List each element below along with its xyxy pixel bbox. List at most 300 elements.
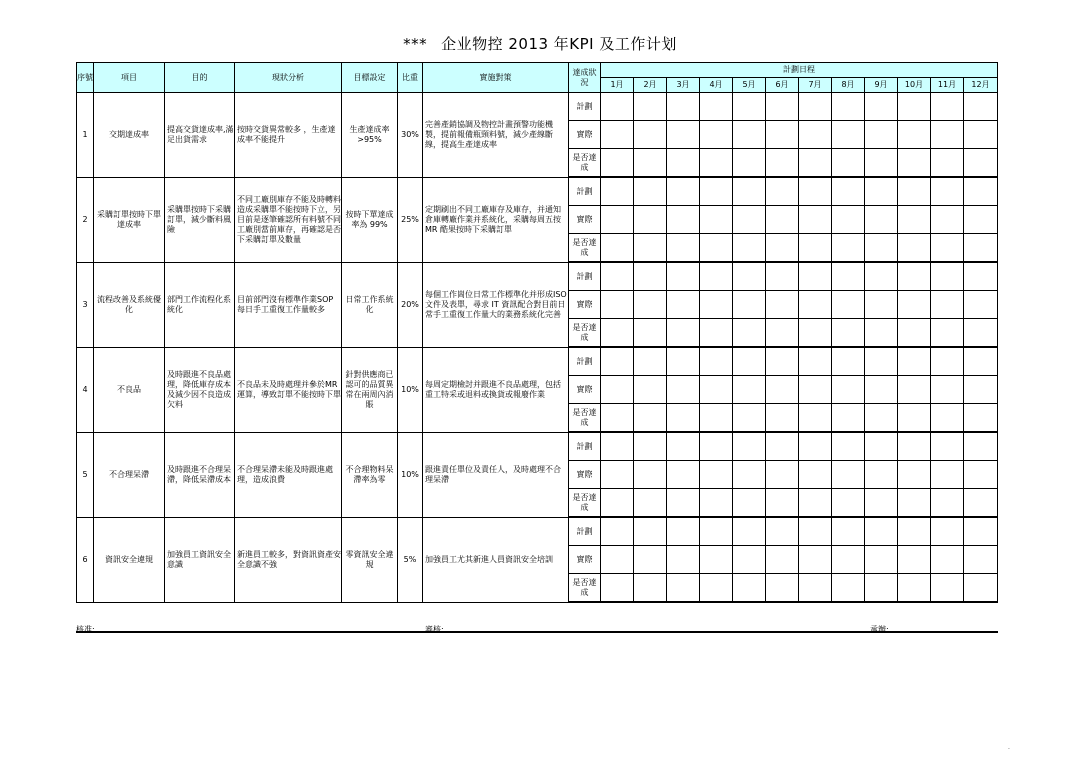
schedule-cell[interactable] <box>832 574 865 603</box>
schedule-cell[interactable] <box>634 574 667 603</box>
schedule-cell[interactable] <box>799 177 832 206</box>
schedule-cell[interactable] <box>766 432 799 461</box>
schedule-cell[interactable] <box>832 376 865 404</box>
schedule-cell[interactable] <box>733 121 766 149</box>
schedule-cell[interactable] <box>733 461 766 489</box>
schedule-cell[interactable] <box>931 489 964 518</box>
schedule-cell[interactable] <box>601 347 634 376</box>
schedule-cell[interactable] <box>964 121 998 149</box>
row-number: 5 <box>77 432 94 517</box>
schedule-cell[interactable] <box>832 319 865 348</box>
schedule-cell[interactable] <box>667 93 700 121</box>
schedule-cell[interactable] <box>700 432 733 461</box>
schedule-cell[interactable] <box>766 262 799 291</box>
schedule-cell[interactable] <box>667 291 700 319</box>
schedule-cell[interactable] <box>964 206 998 234</box>
schedule-cell[interactable] <box>700 404 733 433</box>
schedule-cell[interactable] <box>832 262 865 291</box>
schedule-cell[interactable] <box>634 319 667 348</box>
schedule-cell[interactable] <box>964 574 998 603</box>
schedule-cell[interactable] <box>601 546 634 574</box>
schedule-cell[interactable] <box>832 206 865 234</box>
row-item: 采購訂單按時下單達成率 <box>94 177 165 262</box>
row-weight: 5% <box>398 517 423 602</box>
schedule-cell[interactable] <box>832 461 865 489</box>
schedule-cell[interactable] <box>667 121 700 149</box>
footer-handler: 承辦: <box>870 625 889 634</box>
schedule-cell[interactable] <box>667 546 700 574</box>
schedule-cell[interactable] <box>865 177 898 206</box>
row-item: 資訊安全違規 <box>94 517 165 602</box>
schedule-cell[interactable] <box>931 517 964 546</box>
schedule-cell[interactable] <box>700 347 733 376</box>
schedule-cell[interactable] <box>832 546 865 574</box>
schedule-cell[interactable] <box>964 149 998 178</box>
row-analysis: 不合理呆滯未能及時跟進處理，造成浪費 <box>235 432 342 517</box>
schedule-cell[interactable] <box>799 319 832 348</box>
schedule-cell[interactable] <box>634 149 667 178</box>
row-target: 生產達成率>95% <box>342 93 398 178</box>
schedule-cell[interactable] <box>898 546 931 574</box>
schedule-cell[interactable] <box>634 291 667 319</box>
schedule-cell[interactable] <box>766 149 799 178</box>
schedule-cell[interactable] <box>964 262 998 291</box>
row-analysis: 不同工廠別庫存不能及時轉料造成采購單不能按時下立，另目前是逐筆確認所有料號不同工廠別當前庫存，再確認是否下采購訂單及數量 <box>235 177 342 262</box>
status-label: 計劃 <box>569 347 601 376</box>
schedule-cell[interactable] <box>634 404 667 433</box>
row-item: 交期達成率 <box>94 93 165 178</box>
row-number: 1 <box>77 93 94 178</box>
schedule-cell[interactable] <box>865 262 898 291</box>
row-measures: 每周定期檢討并跟進不良品處理，包括重工特采或退料或換貨或報廢作業 <box>423 347 569 432</box>
schedule-cell[interactable] <box>964 517 998 546</box>
schedule-cell[interactable] <box>832 177 865 206</box>
schedule-cell[interactable] <box>865 93 898 121</box>
month-header: 3月 <box>667 78 700 93</box>
schedule-cell[interactable] <box>601 291 634 319</box>
schedule-cell[interactable] <box>700 461 733 489</box>
schedule-cell[interactable] <box>634 376 667 404</box>
schedule-cell[interactable] <box>733 319 766 348</box>
schedule-cell[interactable] <box>799 517 832 546</box>
row-analysis: 按時交貨異常較多 ，生產達成率不能提升 <box>235 93 342 178</box>
schedule-cell[interactable] <box>601 376 634 404</box>
row-target: 不合理物料呆滯率為零 <box>342 432 398 517</box>
schedule-cell[interactable] <box>799 432 832 461</box>
month-header: 9月 <box>865 78 898 93</box>
schedule-cell[interactable] <box>634 234 667 263</box>
row-number: 4 <box>77 347 94 432</box>
table-row <box>77 93 998 121</box>
status-label: 計劃 <box>569 93 601 121</box>
table-row <box>77 262 998 291</box>
schedule-cell[interactable] <box>865 517 898 546</box>
schedule-cell[interactable] <box>832 404 865 433</box>
schedule-cell[interactable] <box>601 489 634 518</box>
month-header: 6月 <box>766 78 799 93</box>
schedule-cell[interactable] <box>865 574 898 603</box>
schedule-cell[interactable] <box>898 206 931 234</box>
schedule-cell[interactable] <box>898 432 931 461</box>
schedule-cell[interactable] <box>634 432 667 461</box>
schedule-cell[interactable] <box>865 149 898 178</box>
schedule-cell[interactable] <box>865 291 898 319</box>
schedule-cell[interactable] <box>601 574 634 603</box>
table-header <box>77 63 998 93</box>
row-analysis: 目前部門沒有標準作業SOP每日手工重復工作量較多 <box>235 262 342 347</box>
schedule-cell[interactable] <box>667 177 700 206</box>
schedule-cell[interactable] <box>865 347 898 376</box>
header-measures: 實施對策 <box>423 63 569 93</box>
row-measures: 完善產銷協調及物控計畫預警功能機製，提前報備瓶頸料號，減少產線斷線，提高生產達成率 <box>423 93 569 178</box>
schedule-cell[interactable] <box>700 489 733 518</box>
schedule-cell[interactable] <box>898 149 931 178</box>
schedule-cell[interactable] <box>799 291 832 319</box>
schedule-cell[interactable] <box>832 121 865 149</box>
month-header: 5月 <box>733 78 766 93</box>
schedule-cell[interactable] <box>700 206 733 234</box>
schedule-cell[interactable] <box>964 177 998 206</box>
schedule-cell[interactable] <box>634 517 667 546</box>
schedule-cell[interactable] <box>931 291 964 319</box>
month-header: 11月 <box>931 78 964 93</box>
schedule-cell[interactable] <box>832 432 865 461</box>
schedule-cell[interactable] <box>865 234 898 263</box>
schedule-cell[interactable] <box>634 546 667 574</box>
schedule-cell[interactable] <box>964 93 998 121</box>
schedule-cell[interactable] <box>667 149 700 178</box>
schedule-cell[interactable] <box>799 546 832 574</box>
schedule-cell[interactable] <box>601 432 634 461</box>
schedule-cell[interactable] <box>964 376 998 404</box>
schedule-cell[interactable] <box>898 461 931 489</box>
schedule-cell[interactable] <box>766 93 799 121</box>
schedule-cell[interactable] <box>634 489 667 518</box>
row-measures: 加強員工尤其新進人員資訊安全培訓 <box>423 517 569 602</box>
schedule-cell[interactable] <box>931 262 964 291</box>
schedule-cell[interactable] <box>898 121 931 149</box>
schedule-cell[interactable] <box>667 517 700 546</box>
schedule-cell[interactable] <box>964 291 998 319</box>
schedule-cell[interactable] <box>733 262 766 291</box>
schedule-cell[interactable] <box>931 376 964 404</box>
schedule-cell[interactable] <box>700 546 733 574</box>
schedule-cell[interactable] <box>733 574 766 603</box>
schedule-cell[interactable] <box>799 234 832 263</box>
schedule-cell[interactable] <box>931 121 964 149</box>
row-weight: 20% <box>398 262 423 347</box>
schedule-cell[interactable] <box>601 262 634 291</box>
schedule-cell[interactable] <box>766 291 799 319</box>
row-item: 不合理呆滯 <box>94 432 165 517</box>
schedule-cell[interactable] <box>865 461 898 489</box>
row-number: 3 <box>77 262 94 347</box>
schedule-cell[interactable] <box>865 121 898 149</box>
status-label: 計劃 <box>569 177 601 206</box>
schedule-cell[interactable] <box>931 461 964 489</box>
schedule-cell[interactable] <box>799 347 832 376</box>
schedule-cell[interactable] <box>898 489 931 518</box>
title-text: 企业物控 2013 年KPI 及工作计划 <box>441 35 677 53</box>
schedule-cell[interactable] <box>832 347 865 376</box>
schedule-cell[interactable] <box>700 291 733 319</box>
status-label: 計劃 <box>569 262 601 291</box>
schedule-cell[interactable] <box>700 319 733 348</box>
schedule-cell[interactable] <box>700 574 733 603</box>
schedule-cell[interactable] <box>766 489 799 518</box>
schedule-cell[interactable] <box>799 262 832 291</box>
schedule-cell[interactable] <box>865 489 898 518</box>
schedule-cell[interactable] <box>799 93 832 121</box>
schedule-cell[interactable] <box>931 206 964 234</box>
schedule-cell[interactable] <box>964 461 998 489</box>
status-label: 計劃 <box>569 517 601 546</box>
schedule-cell[interactable] <box>700 93 733 121</box>
schedule-cell[interactable] <box>931 319 964 348</box>
schedule-cell[interactable] <box>601 177 634 206</box>
footer-review: 審核: <box>425 625 444 634</box>
schedule-cell[interactable] <box>766 461 799 489</box>
row-analysis: 不良品未及時處理并參於MR運算，導致訂單不能按時下單 <box>235 347 342 432</box>
schedule-cell[interactable] <box>931 177 964 206</box>
schedule-cell[interactable] <box>832 149 865 178</box>
row-purpose: 加強員工資訊安全意識 <box>165 517 235 602</box>
schedule-cell[interactable] <box>733 177 766 206</box>
schedule-cell[interactable] <box>601 93 634 121</box>
corner-mark: . <box>1008 744 1010 751</box>
schedule-cell[interactable] <box>766 404 799 433</box>
schedule-cell[interactable] <box>733 206 766 234</box>
schedule-cell[interactable] <box>733 546 766 574</box>
schedule-cell[interactable] <box>766 177 799 206</box>
schedule-cell[interactable] <box>898 404 931 433</box>
schedule-cell[interactable] <box>832 93 865 121</box>
schedule-cell[interactable] <box>634 121 667 149</box>
schedule-cell[interactable] <box>832 291 865 319</box>
header-seq: 序號 <box>77 63 94 93</box>
schedule-cell[interactable] <box>733 489 766 518</box>
status-label: 實際 <box>569 121 601 149</box>
schedule-cell[interactable] <box>667 262 700 291</box>
schedule-cell[interactable] <box>634 347 667 376</box>
schedule-cell[interactable] <box>865 319 898 348</box>
title-stars: *** <box>403 35 428 53</box>
schedule-cell[interactable] <box>766 234 799 263</box>
schedule-cell[interactable] <box>700 262 733 291</box>
schedule-cell[interactable] <box>766 574 799 603</box>
row-purpose: 部門工作流程化系統化 <box>165 262 235 347</box>
header-target: 目標設定 <box>342 63 398 93</box>
header-analysis: 現狀分析 <box>235 63 342 93</box>
row-target: 日常工作系統化 <box>342 262 398 347</box>
schedule-cell[interactable] <box>766 376 799 404</box>
schedule-cell[interactable] <box>931 432 964 461</box>
kpi-table <box>76 62 998 603</box>
row-analysis: 新進員工較多，對資訊資產安全意識不強 <box>235 517 342 602</box>
schedule-cell[interactable] <box>898 93 931 121</box>
row-target: 零資訊安全違規 <box>342 517 398 602</box>
schedule-cell[interactable] <box>667 319 700 348</box>
schedule-cell[interactable] <box>931 149 964 178</box>
status-label: 計劃 <box>569 432 601 461</box>
schedule-cell[interactable] <box>799 206 832 234</box>
schedule-cell[interactable] <box>964 404 998 433</box>
schedule-cell[interactable] <box>700 234 733 263</box>
month-header: 7月 <box>799 78 832 93</box>
schedule-cell[interactable] <box>964 234 998 263</box>
schedule-cell[interactable] <box>964 319 998 348</box>
document-title <box>0 33 1080 54</box>
schedule-cell[interactable] <box>931 546 964 574</box>
row-item: 不良品 <box>94 347 165 432</box>
schedule-cell[interactable] <box>733 234 766 263</box>
schedule-cell[interactable] <box>601 206 634 234</box>
schedule-cell[interactable] <box>601 517 634 546</box>
schedule-cell[interactable] <box>799 489 832 518</box>
row-purpose: 提高交貨達成率,滿足出貨需求 <box>165 93 235 178</box>
schedule-cell[interactable] <box>700 376 733 404</box>
month-header: 2月 <box>634 78 667 93</box>
status-label: 是否達成 <box>569 489 601 518</box>
status-label: 實際 <box>569 206 601 234</box>
status-label: 是否達成 <box>569 149 601 178</box>
schedule-cell[interactable] <box>766 517 799 546</box>
footer-approve: 核准: <box>76 625 95 634</box>
status-label: 是否達成 <box>569 404 601 433</box>
schedule-cell[interactable] <box>634 177 667 206</box>
schedule-cell[interactable] <box>733 291 766 319</box>
schedule-cell[interactable] <box>865 546 898 574</box>
schedule-cell[interactable] <box>601 121 634 149</box>
schedule-cell[interactable] <box>700 121 733 149</box>
header-schedule: 計劃日程 <box>601 63 998 78</box>
month-header: 1月 <box>601 78 634 93</box>
schedule-cell[interactable] <box>898 319 931 348</box>
schedule-cell[interactable] <box>733 404 766 433</box>
schedule-cell[interactable] <box>898 574 931 603</box>
row-weight: 25% <box>398 177 423 262</box>
schedule-cell[interactable] <box>964 489 998 518</box>
schedule-cell[interactable] <box>700 149 733 178</box>
schedule-cell[interactable] <box>964 546 998 574</box>
schedule-cell[interactable] <box>733 432 766 461</box>
status-label: 實際 <box>569 546 601 574</box>
schedule-cell[interactable] <box>964 347 998 376</box>
schedule-cell[interactable] <box>667 206 700 234</box>
table-body <box>77 93 998 603</box>
schedule-cell[interactable] <box>799 149 832 178</box>
row-number: 2 <box>77 177 94 262</box>
schedule-cell[interactable] <box>766 347 799 376</box>
schedule-cell[interactable] <box>931 574 964 603</box>
schedule-cell[interactable] <box>865 432 898 461</box>
schedule-cell[interactable] <box>766 206 799 234</box>
status-label: 實際 <box>569 376 601 404</box>
schedule-cell[interactable] <box>766 319 799 348</box>
schedule-cell[interactable] <box>601 234 634 263</box>
schedule-cell[interactable] <box>799 121 832 149</box>
schedule-cell[interactable] <box>667 574 700 603</box>
schedule-cell[interactable] <box>898 347 931 376</box>
schedule-cell[interactable] <box>601 149 634 178</box>
status-label: 實際 <box>569 291 601 319</box>
schedule-cell[interactable] <box>898 262 931 291</box>
schedule-cell[interactable] <box>601 319 634 348</box>
schedule-cell[interactable] <box>898 177 931 206</box>
header-item: 項目 <box>94 63 165 93</box>
schedule-cell[interactable] <box>667 461 700 489</box>
schedule-cell[interactable] <box>766 121 799 149</box>
row-purpose: 及時跟進不良品處理，降低庫存成本及減少因不良造成欠料 <box>165 347 235 432</box>
schedule-cell[interactable] <box>733 517 766 546</box>
status-label: 是否達成 <box>569 574 601 603</box>
row-weight: 30% <box>398 93 423 178</box>
schedule-cell[interactable] <box>931 234 964 263</box>
schedule-cell[interactable] <box>865 376 898 404</box>
schedule-cell[interactable] <box>733 347 766 376</box>
schedule-cell[interactable] <box>700 517 733 546</box>
schedule-cell[interactable] <box>601 404 634 433</box>
schedule-cell[interactable] <box>667 376 700 404</box>
schedule-cell[interactable] <box>667 404 700 433</box>
schedule-cell[interactable] <box>898 376 931 404</box>
schedule-cell[interactable] <box>733 149 766 178</box>
schedule-cell[interactable] <box>700 177 733 206</box>
schedule-cell[interactable] <box>931 404 964 433</box>
status-label: 是否達成 <box>569 319 601 348</box>
header-purpose: 目的 <box>165 63 235 93</box>
row-number: 6 <box>77 517 94 602</box>
month-header: 12月 <box>964 78 998 93</box>
schedule-cell[interactable] <box>865 404 898 433</box>
schedule-cell[interactable] <box>799 376 832 404</box>
schedule-cell[interactable] <box>667 432 700 461</box>
schedule-cell[interactable] <box>667 234 700 263</box>
schedule-cell[interactable] <box>898 517 931 546</box>
schedule-cell[interactable] <box>601 461 634 489</box>
status-label: 是否達成 <box>569 234 601 263</box>
table-row <box>77 347 998 376</box>
table-row <box>77 432 998 461</box>
schedule-cell[interactable] <box>634 262 667 291</box>
table-row <box>77 517 998 546</box>
schedule-cell[interactable] <box>667 489 700 518</box>
schedule-cell[interactable] <box>832 489 865 518</box>
schedule-cell[interactable] <box>898 291 931 319</box>
row-target: 針對供應商已認可的品質異常在兩周內消賬 <box>342 347 398 432</box>
schedule-cell[interactable] <box>667 347 700 376</box>
schedule-cell[interactable] <box>898 234 931 263</box>
schedule-cell[interactable] <box>634 461 667 489</box>
schedule-cell[interactable] <box>799 461 832 489</box>
schedule-cell[interactable] <box>634 206 667 234</box>
row-weight: 10% <box>398 347 423 432</box>
schedule-cell[interactable] <box>931 93 964 121</box>
schedule-cell[interactable] <box>931 347 964 376</box>
schedule-cell[interactable] <box>733 93 766 121</box>
schedule-cell[interactable] <box>733 376 766 404</box>
schedule-cell[interactable] <box>964 432 998 461</box>
schedule-cell[interactable] <box>799 574 832 603</box>
schedule-cell[interactable] <box>634 93 667 121</box>
row-target: 按時下單達成率為 99% <box>342 177 398 262</box>
header-weight: 比重 <box>398 63 423 93</box>
schedule-cell[interactable] <box>832 234 865 263</box>
schedule-cell[interactable] <box>865 206 898 234</box>
schedule-cell[interactable] <box>766 546 799 574</box>
schedule-cell[interactable] <box>799 404 832 433</box>
schedule-cell[interactable] <box>832 517 865 546</box>
